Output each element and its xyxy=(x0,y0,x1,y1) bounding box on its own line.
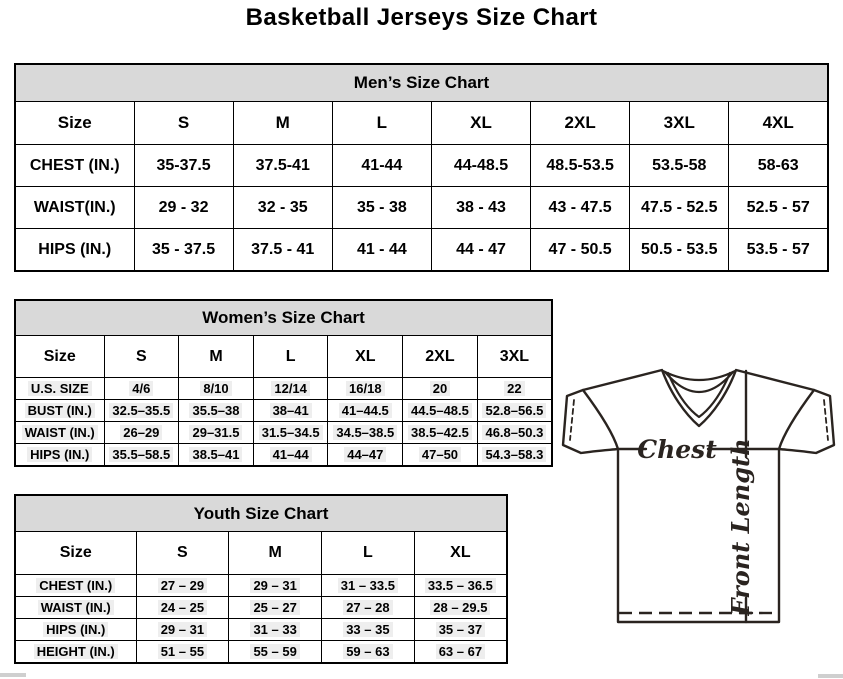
value-cell: 54.3–58.3 xyxy=(477,444,552,467)
value-cell: 22 xyxy=(477,378,552,400)
value-cell: 37.5 - 41 xyxy=(233,229,332,272)
womens-size-chart-table xyxy=(14,299,553,467)
value-cell: 38.5–41 xyxy=(179,444,254,467)
column-header: S xyxy=(136,532,229,575)
value-cell: 27 – 28 xyxy=(322,597,415,619)
row-label: CHEST (IN.) xyxy=(15,145,134,187)
value-cell: 29 - 32 xyxy=(134,187,233,229)
value-cell: 37.5-41 xyxy=(233,145,332,187)
value-cell: 52.5 - 57 xyxy=(729,187,828,229)
column-header: 3XL xyxy=(630,102,729,145)
column-header: S xyxy=(104,336,179,378)
value-cell: 44-48.5 xyxy=(431,145,530,187)
table-title: Women’s Size Chart xyxy=(15,300,552,336)
value-cell: 29 – 31 xyxy=(136,619,229,641)
value-cell: 41 - 44 xyxy=(332,229,431,272)
value-cell: 28 – 29.5 xyxy=(414,597,507,619)
collar-band-curve-outer xyxy=(663,371,735,380)
column-header: M xyxy=(229,532,322,575)
table-title: Men’s Size Chart xyxy=(15,64,828,102)
value-cell: 34.5–38.5 xyxy=(328,422,403,444)
row-label: HIPS (IN.) xyxy=(15,229,134,272)
value-cell: 31 – 33 xyxy=(229,619,322,641)
column-header: M xyxy=(179,336,254,378)
column-header: Size xyxy=(15,532,136,575)
chest-label: Chest xyxy=(637,435,717,464)
value-cell: 4/6 xyxy=(104,378,179,400)
value-cell: 47–50 xyxy=(403,444,478,467)
value-cell: 44.5–48.5 xyxy=(403,400,478,422)
row-label: CHEST (IN.) xyxy=(15,575,136,597)
value-cell: 41–44 xyxy=(253,444,328,467)
column-header: 3XL xyxy=(477,336,552,378)
row-label: U.S. SIZE xyxy=(15,378,104,400)
value-cell: 35 - 38 xyxy=(332,187,431,229)
value-cell: 47.5 - 52.5 xyxy=(630,187,729,229)
column-header: M xyxy=(233,102,332,145)
value-cell: 63 – 67 xyxy=(414,641,507,664)
value-cell: 29–31.5 xyxy=(179,422,254,444)
value-cell: 35-37.5 xyxy=(134,145,233,187)
column-header: XL xyxy=(431,102,530,145)
value-cell: 24 – 25 xyxy=(136,597,229,619)
table-title: Youth Size Chart xyxy=(15,495,507,532)
row-label: BUST (IN.) xyxy=(15,400,104,422)
youth-size-chart-table xyxy=(14,494,508,664)
value-cell: 41-44 xyxy=(332,145,431,187)
bottom-right-sliver xyxy=(818,674,843,678)
value-cell: 46.8–50.3 xyxy=(477,422,552,444)
value-cell: 55 – 59 xyxy=(229,641,322,664)
value-cell: 20 xyxy=(403,378,478,400)
value-cell: 50.5 - 53.5 xyxy=(630,229,729,272)
row-label: HIPS (IN.) xyxy=(15,619,136,641)
value-cell: 35.5–38 xyxy=(179,400,254,422)
armhole-seam-left-line xyxy=(583,390,618,449)
value-cell: 31.5–34.5 xyxy=(253,422,328,444)
value-cell: 31 – 33.5 xyxy=(322,575,415,597)
value-cell: 52.8–56.5 xyxy=(477,400,552,422)
row-label: WAIST (IN.) xyxy=(15,422,104,444)
value-cell: 8/10 xyxy=(179,378,254,400)
value-cell: 35 - 37.5 xyxy=(134,229,233,272)
value-cell: 12/14 xyxy=(253,378,328,400)
column-header: 2XL xyxy=(403,336,478,378)
armhole-seam-right-line xyxy=(779,390,814,449)
value-cell: 25 – 27 xyxy=(229,597,322,619)
column-header: XL xyxy=(414,532,507,575)
value-cell: 35 – 37 xyxy=(414,619,507,641)
value-cell: 38 - 43 xyxy=(431,187,530,229)
column-header: S xyxy=(134,102,233,145)
column-header: Size xyxy=(15,102,134,145)
value-cell: 44 - 47 xyxy=(431,229,530,272)
column-header: L xyxy=(332,102,431,145)
row-label: WAIST (IN.) xyxy=(15,597,136,619)
jersey-outline xyxy=(563,370,834,622)
bottom-left-sliver xyxy=(0,673,26,677)
value-cell: 32 - 35 xyxy=(233,187,332,229)
column-header: L xyxy=(253,336,328,378)
column-header: Size xyxy=(15,336,104,378)
value-cell: 26–29 xyxy=(104,422,179,444)
value-cell: 35.5–58.5 xyxy=(104,444,179,467)
value-cell: 53.5 - 57 xyxy=(729,229,828,272)
value-cell: 48.5-53.5 xyxy=(531,145,630,187)
cuff-dashed-line-right xyxy=(824,400,828,440)
value-cell: 29 – 31 xyxy=(229,575,322,597)
cuff-dashed-line-left xyxy=(570,400,574,440)
value-cell: 58-63 xyxy=(729,145,828,187)
value-cell: 38–41 xyxy=(253,400,328,422)
column-header: L xyxy=(322,532,415,575)
row-label: HEIGHT (IN.) xyxy=(15,641,136,664)
value-cell: 32.5–35.5 xyxy=(104,400,179,422)
row-label: HIPS (IN.) xyxy=(15,444,104,467)
column-header: XL xyxy=(328,336,403,378)
value-cell: 41–44.5 xyxy=(328,400,403,422)
column-header: 2XL xyxy=(531,102,630,145)
value-cell: 44–47 xyxy=(328,444,403,467)
value-cell: 16/18 xyxy=(328,378,403,400)
jersey-measurement-diagram xyxy=(556,356,842,642)
value-cell: 53.5-58 xyxy=(630,145,729,187)
mens-size-chart-table xyxy=(14,63,829,272)
value-cell: 33.5 – 36.5 xyxy=(414,575,507,597)
value-cell: 38.5–42.5 xyxy=(403,422,478,444)
row-label: WAIST(IN.) xyxy=(15,187,134,229)
value-cell: 27 – 29 xyxy=(136,575,229,597)
value-cell: 59 – 63 xyxy=(322,641,415,664)
page-title: Basketball Jerseys Size Chart xyxy=(245,4,598,31)
front-length-label: Front Length xyxy=(726,438,755,616)
value-cell: 33 – 35 xyxy=(322,619,415,641)
column-header: 4XL xyxy=(729,102,828,145)
value-cell: 43 - 47.5 xyxy=(531,187,630,229)
value-cell: 47 - 50.5 xyxy=(531,229,630,272)
value-cell: 51 – 55 xyxy=(136,641,229,664)
